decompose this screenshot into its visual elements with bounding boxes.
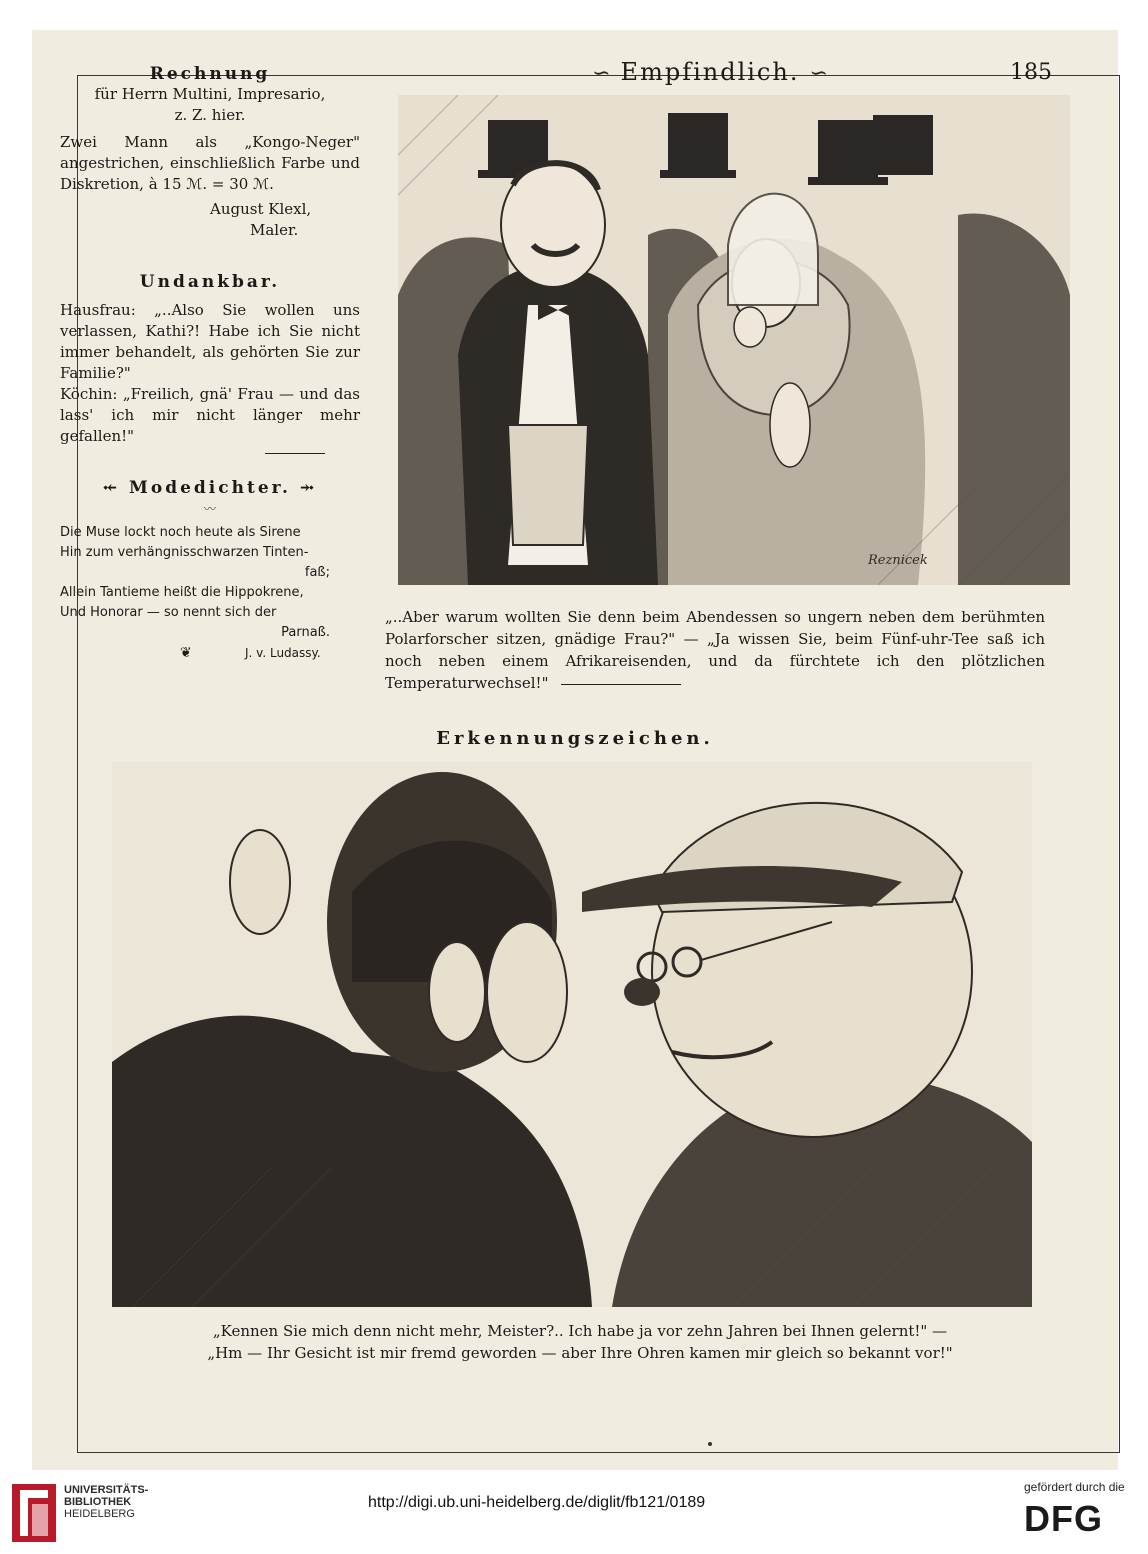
rechnung-section — [60, 64, 360, 241]
undankbar-heading: Undankbar. — [139, 272, 281, 292]
author-row — [60, 643, 360, 667]
fleuron-icon: ❦ — [180, 645, 192, 661]
top-hat-icon — [873, 115, 933, 175]
bottom-caption-line-1: „Kennen Sie mich denn nicht mehr, Meister?.. Ich habe ja vor zehn Jahren bei Ihnen gelernt!" — — [212, 1322, 948, 1340]
right-ornament-icon: ∽ — [809, 61, 828, 86]
university-line: BIBLIOTHEK — [64, 1496, 132, 1508]
wave-ornament-icon: 〰 — [203, 502, 216, 516]
dfg-logo: DFG — [1024, 1498, 1103, 1539]
poem-line: Parnaß. — [281, 625, 330, 640]
top-caption-text: „..Aber warum wollten Sie denn beim Abendessen so ungern neben dem berühmten Polarforscher sitzen, gnädige Frau?" — „Ja wissen Sie, beim Fünf-uhr-Tee saß ich noch neben einem Afrikareisenden, und da fürchtete ich den plötzlichen Temperaturwechsel!" — [385, 608, 1045, 692]
top-hat-icon — [668, 113, 728, 173]
divider — [265, 453, 325, 454]
society-scene-drawing — [398, 95, 1070, 585]
modedichter-section — [60, 478, 360, 667]
left-ornament-icon: ∽ — [592, 61, 611, 86]
rechnung-line-1: für Herrn Multini, Impresario, — [94, 85, 326, 103]
bottom-caption-line-2: „Hm — Ihr Gesicht ist mir fremd geworden — aber Ihre Ohren kamen mir gleich so bekannt vor!" — [207, 1344, 953, 1362]
undankbar-section — [60, 272, 360, 464]
bottom-illustration — [112, 762, 1032, 1307]
poem-line: Hin zum verhängnisschwarzen Tinten- — [60, 545, 309, 560]
poem-line: Und Honorar — so nennt sich der — [60, 605, 277, 620]
poem-line: faß; — [304, 565, 330, 580]
rechnung-signature: August Klexl, — [210, 200, 312, 218]
title-text: Empfindlich. — [620, 58, 800, 86]
poem-line: Die Muse lockt noch heute als Sirene — [60, 525, 301, 540]
arrow-ornament-icon: ⤝ — [102, 478, 130, 498]
arrow-ornament-icon: ⤞ — [290, 478, 318, 498]
funded-by-text: gefördert durch die — [1024, 1480, 1125, 1494]
modedichter-heading — [60, 478, 360, 498]
poem-line: Allein Tantieme heißt die Hippokrene, — [60, 585, 304, 600]
undankbar-p2: Köchin: „Freilich, gnä' Frau — und das lass' ich mir nicht länger mehr gefallen!" — [60, 385, 360, 445]
rechnung-line-2: z. Z. hier. — [174, 106, 246, 124]
rechnung-body: Zwei Mann als „Kongo-Neger" angestrichen, einschließlich Farbe und Diskretion, à 15 ℳ. = 30 ℳ. — [60, 133, 360, 193]
university-line: UNIVERSITÄTS- — [64, 1484, 149, 1496]
divider — [561, 684, 681, 685]
rechnung-heading: Rechnung — [149, 64, 271, 84]
university-logo-icon — [12, 1484, 56, 1542]
source-url-link[interactable]: http://digi.ub.uni-heidelberg.de/diglit/fb121/0189 — [368, 1494, 706, 1511]
rechnung-signature-title: Maler. — [250, 221, 299, 239]
modedichter-title: Modedichter. — [129, 478, 291, 498]
university-line: HEIDELBERG — [64, 1508, 135, 1520]
page-title — [560, 58, 860, 92]
poem-author: J. v. Ludassy. — [245, 646, 321, 660]
artist-signature: Reznicek — [868, 553, 928, 568]
university-name — [64, 1484, 148, 1520]
section-title: Erkennungszeichen. — [436, 728, 714, 749]
page-dot — [708, 1442, 712, 1446]
top-illustration — [398, 95, 1070, 585]
top-caption — [385, 606, 1045, 694]
footer-bar — [0, 1470, 1148, 1554]
two-heads-drawing — [112, 762, 1032, 1307]
top-hat-icon — [818, 120, 878, 180]
page-number: 185 — [1010, 60, 1052, 85]
undankbar-p1: Hausfrau: „..Also Sie wollen uns verlassen, Kathi?! Habe ich Sie nicht immer behandelt, als gehörten Sie zur Familie?" — [60, 301, 360, 382]
artist-signature: Klexl — [292, 1262, 320, 1275]
